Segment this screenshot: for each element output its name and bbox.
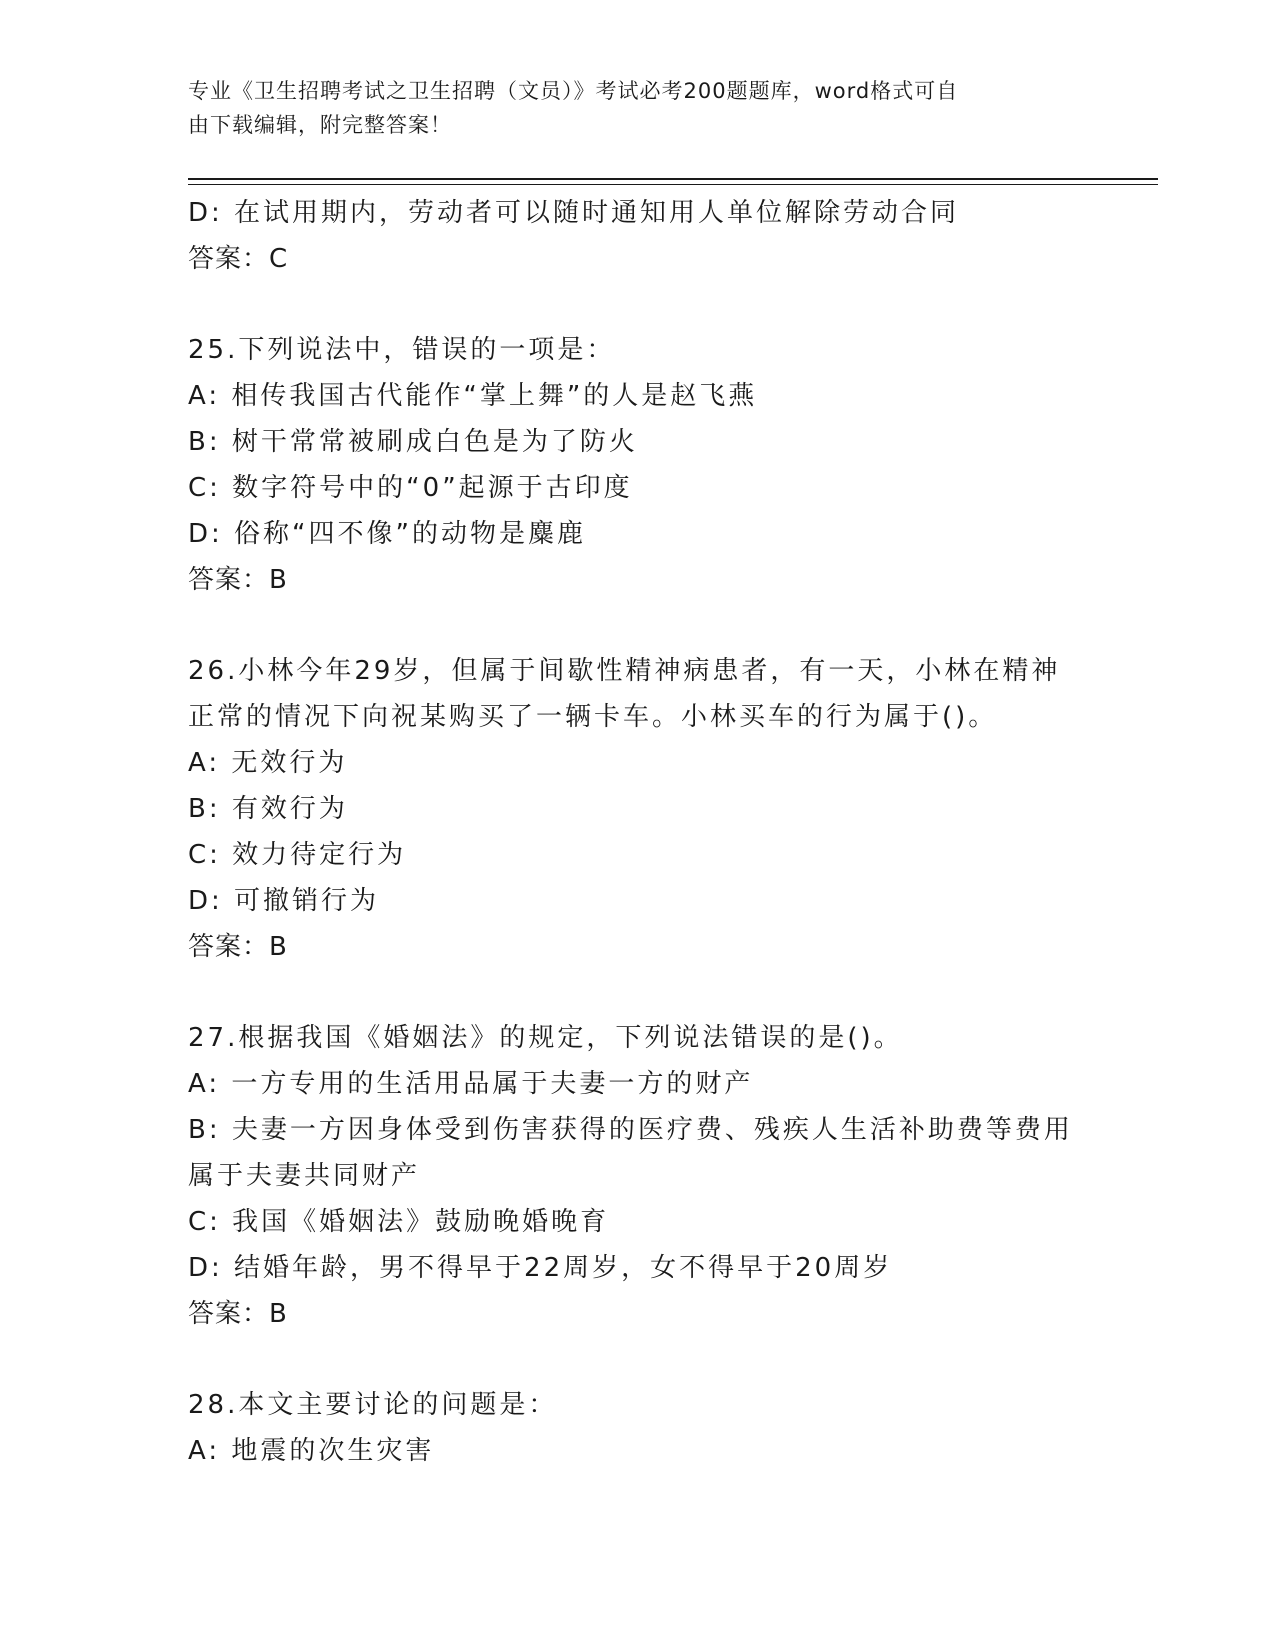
option-b: B: 有效行为: [188, 794, 348, 824]
header-divider-thick: [188, 178, 1158, 180]
answer: 答案：B: [188, 932, 288, 962]
option-a: A: 无效行为: [188, 748, 348, 778]
question-28: [188, 1382, 1108, 1474]
question-stem-line-1: 26.小林今年29岁，但属于间歇性精神病患者，有一天，小林在精神: [188, 656, 1061, 686]
option-b-line-2: 属于夫妻共同财产: [188, 1161, 421, 1191]
document-header: [188, 74, 1088, 142]
spacer: [188, 970, 1108, 1015]
option-d: D: 俗称“四不像”的动物是麋鹿: [188, 519, 586, 549]
option-d: D: 结婚年龄，男不得早于22周岁，女不得早于20周岁: [188, 1253, 893, 1283]
option-c: C: 我国《婚姻法》鼓励晚婚晚育: [188, 1207, 610, 1237]
option-d: D: 可撤销行为: [188, 886, 380, 916]
question-27: [188, 1015, 1108, 1337]
option-a: A: 一方专用的生活用品属于夫妻一方的财产: [188, 1069, 754, 1099]
answer: 答案：C: [188, 244, 289, 274]
option-b: B: 树干常常被刷成白色是为了防火: [188, 427, 638, 457]
header-line-2: 由下载编辑，附完整答案！: [188, 113, 452, 137]
answer: 答案：B: [188, 565, 288, 595]
option-a: A: 地震的次生灾害: [188, 1436, 435, 1466]
answer: 答案：B: [188, 1299, 288, 1329]
header-line-1: 专业《卫生招聘考试之卫生招聘（文员）》考试必考200题题库，word格式可自: [188, 79, 959, 103]
question-stem-line-2: 正常的情况下向祝某购买了一辆卡车。小林买车的行为属于()。: [188, 702, 998, 732]
option-c: C: 效力待定行为: [188, 840, 407, 870]
option-d: D: 在试用期内，劳动者可以随时通知用人单位解除劳动合同: [188, 198, 960, 228]
spacer: [188, 282, 1108, 327]
question-26: [188, 648, 1108, 970]
option-c: C: 数字符号中的“0”起源于古印度: [188, 473, 633, 503]
spacer: [188, 1337, 1108, 1382]
question-stem: 25.下列说法中，错误的一项是：: [188, 335, 616, 365]
question-list: [188, 190, 1108, 1474]
question-stem: 28.本文主要讨论的问题是：: [188, 1390, 558, 1420]
option-a: A: 相传我国古代能作“掌上舞”的人是赵飞燕: [188, 381, 758, 411]
spacer: [188, 603, 1108, 648]
header-divider-thin: [188, 184, 1158, 185]
question-25: [188, 327, 1108, 603]
question-stem: 27.根据我国《婚姻法》的规定，下列说法错误的是()。: [188, 1023, 903, 1053]
question-24-tail: [188, 190, 1108, 282]
option-b-line-1: B: 夫妻一方因身体受到伤害获得的医疗费、残疾人生活补助费等费用: [188, 1115, 1073, 1145]
